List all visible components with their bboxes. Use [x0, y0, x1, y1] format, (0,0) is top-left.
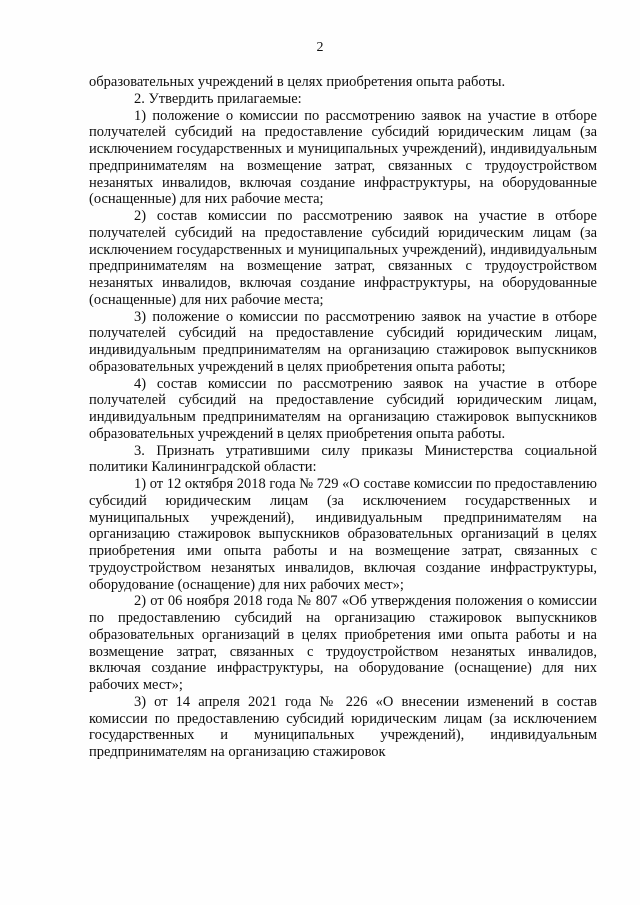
paragraph: 2) состав комиссии по рассмотрению заявок на участие в отборе получателей субсидий на предоставление субсидий юридическим лицам (за исключением государственных и муниципальных учреждений), индивидуальным предпринимателям на возмещение затрат, связанных с трудоустройством незанятых инвалидов, включая создание инфраструктуры, на оборудованные (оснащенные) для них рабочие места;	[89, 208, 597, 308]
page-number: 2	[316, 40, 324, 55]
paragraph: 3. Признать утратившими силу приказы Министерства социальной политики Калининградской области:	[89, 442, 597, 476]
paragraph: 2) от 06 ноября 2018 года № 807 «Об утверждения положения о комиссии по предоставлению субсидий на организацию стажировок выпускников образовательных организаций в целях приобретения ими опыта работы и на возмещение затрат, связанных с трудоустройством незанятых инвалидов, включая создание инфраструктуры, на оборудование (оснащение) для них рабочих мест»;	[89, 593, 597, 693]
paragraph: 3) положение о комиссии по рассмотрению заявок на участие в отборе получателей субсидий на предоставление субсидий юридическим лицам, индивидуальным предпринимателям на организацию стажировок выпускников образовательных учреждений в целях приобретения опыта работы;	[89, 308, 597, 375]
paragraph: 1) положение о комиссии по рассмотрению заявок на участие в отборе получателей субсидий на предоставление субсидий юридическим лицам (за исключением государственных и муниципальных учреждений), индивидуальным предпринимателям на возмещение затрат, связанных с трудоустройством незанятых инвалидов, включая создание инфраструктуры, на оборудованные (оснащенные) для них рабочие места;	[89, 107, 597, 208]
paragraph: 3) от 14 апреля 2021 года № 226 «О внесении изменений в состав комиссии по предоставлению субсидий юридическим лицам (за исключением государственных и муниципальных учреждений), индивидуальным предпринимателям на организацию стажировок	[89, 693, 597, 760]
paragraph: образовательных учреждений в целях приобретения опыта работы.	[89, 74, 506, 90]
paragraph: 4) состав комиссии по рассмотрению заявок на участие в отборе получателей субсидий на предоставление субсидий юридическим лицам, индивидуальным предпринимателям на организацию стажировок выпускников образовательных учреждений в целях приобретения опыта работы.	[89, 375, 597, 442]
paragraph: 1) от 12 октября 2018 года № 729 «О составе комиссии по предоставлению субсидий юридическим лицам (за исключением государственных и муниципальных учреждений), индивидуальным предпринимателям на организацию стажировок выпускников образовательных организаций в целях приобретения ими опыта работы и на возмещение затрат, связанных с трудоустройством незанятых инвалидов, включая создание инфраструктуры, оборудование (оснащение) для них рабочих мест»;	[89, 476, 597, 593]
document-body	[89, 74, 597, 761]
paragraph: 2. Утвердить прилагаемые:	[134, 90, 302, 107]
